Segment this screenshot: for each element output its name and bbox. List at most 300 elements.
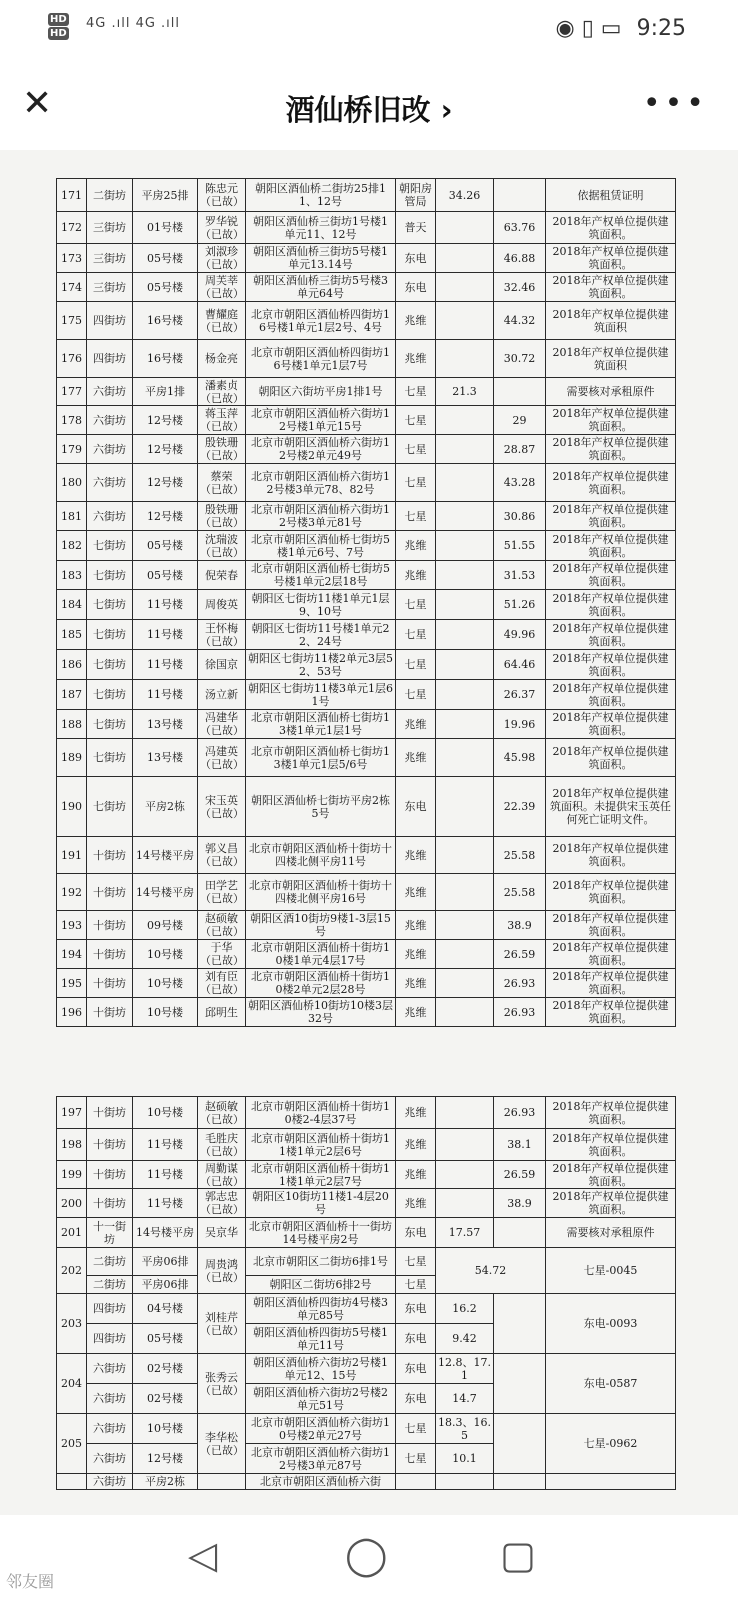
table-row [57,212,676,244]
table-cell: 七星 [396,1248,436,1276]
table-cell: 11号楼 [133,1129,198,1161]
table-cell: 需要核对承租原件 [546,378,676,406]
table-row [57,837,676,874]
more-icon[interactable]: ••• [642,86,708,121]
table-cell [57,1474,87,1490]
table-cell: 196 [57,998,87,1027]
table-cell [436,502,494,531]
table-cell: 176 [57,340,87,378]
table-cell: 七星 [396,1276,436,1294]
table-row [57,1129,676,1161]
table-row [57,502,676,531]
table-cell: 191 [57,837,87,874]
table-cell: 七星 [396,620,436,650]
table-cell: 178 [57,406,87,435]
table-cell: 14号楼平房 [133,837,198,874]
table-cell [436,710,494,739]
table-cell [436,340,494,378]
table-cell: 北京市朝阳区酒仙桥六街 [246,1474,396,1490]
table-cell: 朝阳区二街坊6排2号 [246,1276,396,1294]
table-cell [436,531,494,561]
table-cell: 七街坊 [87,777,133,837]
sim-indicator: HD HD [50,14,67,39]
table-cell: 三街坊 [87,212,133,244]
table-cell: 02号楼 [133,1354,198,1384]
table-cell: 10号楼 [133,940,198,969]
table-cell: 192 [57,874,87,911]
table-cell: 38.9 [494,911,546,940]
table-row [57,340,676,378]
table-cell [436,302,494,340]
table-cell: 2018年产权单位提供建筑面积。 [546,837,676,874]
table-cell: 北京市朝阳区酒仙桥七街坊5号楼1单元2层18号 [246,561,396,590]
table-cell: 38.1 [494,1129,546,1161]
table-cell: 2018年产权单位提供建筑面积。 [546,561,676,590]
table-cell: 10号楼 [133,998,198,1027]
table-cell: 田学艺（已故） [198,874,246,911]
table-cell: 二街坊 [87,179,133,212]
table-cell: 兆维 [396,1129,436,1161]
table-cell: 六街坊 [87,1414,133,1444]
table-cell: 七街坊 [87,650,133,680]
table-row [57,378,676,406]
table-row [57,710,676,739]
table-cell: 七星-0045 [546,1248,676,1294]
table-cell: 周勤谋（已故） [198,1161,246,1189]
table-cell: 兆维 [396,710,436,739]
table-cell: 七星 [396,464,436,502]
table-cell: 依据租赁证明 [546,179,676,212]
data-table-1 [56,178,676,1027]
table-cell: 七星 [396,435,436,464]
table-cell: 赵硕敏（已故） [198,1097,246,1129]
table-cell: 12号楼 [133,1444,198,1474]
table-cell: 北京市朝阳区酒仙桥四街坊16号楼1单元1层7号 [246,340,396,378]
table-cell: 2018年产权单位提供建筑面积。 [546,874,676,911]
table-cell: 普天 [396,212,436,244]
table-cell [436,1161,494,1189]
table-cell: 三街坊 [87,244,133,273]
table-cell: 13号楼 [133,739,198,777]
table-cell: 14号楼平房 [133,874,198,911]
table-cell: 30.72 [494,340,546,378]
table-cell [436,273,494,302]
table-cell: 七街坊 [87,710,133,739]
table-cell: 11号楼 [133,590,198,620]
table-cell: 北京市朝阳区酒仙桥七街坊5楼1单元6号、7号 [246,531,396,561]
table-cell: 198 [57,1129,87,1161]
table-cell: 16号楼 [133,302,198,340]
table-cell: 六街坊 [87,378,133,406]
table-cell: 郭志忠（已故） [198,1189,246,1218]
table-cell: 38.9 [494,1189,546,1218]
table-cell: 2018年产权单位提供建筑面积。 [546,940,676,969]
table-cell: 12号楼 [133,406,198,435]
table-cell: 197 [57,1097,87,1129]
table-cell: 05号楼 [133,273,198,302]
table-cell: 东电 [396,1294,436,1324]
table-cell: 兆维 [396,1189,436,1218]
table-cell: 189 [57,739,87,777]
table-cell: 193 [57,911,87,940]
table-cell: 2018年产权单位提供建筑面积。 [546,1097,676,1129]
table-cell: 七街坊 [87,531,133,561]
table-row [57,911,676,940]
table-cell: 2018年产权单位提供建筑面积。 [546,406,676,435]
table-cell: 潘素贞（已故） [198,378,246,406]
table-cell: 190 [57,777,87,837]
table-cell: 陈忠元（已故） [198,179,246,212]
table-cell: 六街坊 [87,1354,133,1384]
table-cell: 11号楼 [133,650,198,680]
table-cell: 六街坊 [87,435,133,464]
table-cell: 七街坊 [87,739,133,777]
table-cell: 49.96 [494,620,546,650]
table-cell: 2018年产权单位提供建筑面积。 [546,590,676,620]
table-cell: 17.57 [436,1218,494,1248]
table-cell: 毛胜庆（已故） [198,1129,246,1161]
table-row [57,650,676,680]
table-cell: 26.37 [494,680,546,710]
table-cell [436,561,494,590]
table-cell: 25.58 [494,874,546,911]
table-cell: 180 [57,464,87,502]
table-cell: 11号楼 [133,620,198,650]
table-cell: 172 [57,212,87,244]
table-cell: 北京市朝阳区酒仙桥十街坊10楼1单元4层17号 [246,940,396,969]
table-cell [436,1097,494,1129]
table-cell: 2018年产权单位提供建筑面积。 [546,1129,676,1161]
table-cell: 李华松（已故） [198,1414,246,1474]
table-cell: 205 [57,1414,87,1474]
table-cell: 北京市朝阳区酒仙桥七街坊13楼1单元1层5/6号 [246,739,396,777]
table-cell: 10号楼 [133,1097,198,1129]
table-cell: 七星 [396,406,436,435]
table-cell: 16号楼 [133,340,198,378]
table-cell: 六街坊 [87,406,133,435]
table-cell: 三街坊 [87,273,133,302]
table-cell: 七街坊 [87,620,133,650]
table-cell: 朝阳区酒仙桥六街坊2号楼2单元51号 [246,1384,396,1414]
table-cell: 兆维 [396,969,436,998]
table-row [57,179,676,212]
table-cell: 七星 [396,378,436,406]
table-cell: 2018年产权单位提供建筑面积。 [546,620,676,650]
table-cell: 七街坊 [87,561,133,590]
table-cell: 185 [57,620,87,650]
table-cell: 64.46 [494,650,546,680]
table-row [57,435,676,464]
table-cell: 184 [57,590,87,620]
table-cell: 朝阳区酒仙桥三街坊5号楼1单元13.14号 [246,244,396,273]
table-cell: 05号楼 [133,244,198,273]
table-cell: 东电 [396,1324,436,1354]
table-cell: 殷铁珊（已故） [198,435,246,464]
table-cell: 兆维 [396,998,436,1027]
table-cell: 东电 [396,244,436,273]
table-cell: 十一街坊 [87,1218,133,1248]
table-cell [494,1414,546,1474]
table-cell [436,739,494,777]
status-icons: ◉ ▯ ▭ [555,16,622,41]
table-cell: 2018年产权单位提供建筑面积。 [546,969,676,998]
close-icon[interactable]: ✕ [22,83,53,124]
table-cell: 26.93 [494,969,546,998]
table-cell: 32.46 [494,273,546,302]
table-cell: 北京市朝阳区酒仙桥六街坊10号楼2单元27号 [246,1414,396,1444]
table-cell: 七星 [396,1444,436,1474]
table-cell: 于华（已故） [198,940,246,969]
table-cell: 六街坊 [87,502,133,531]
table-cell: 殷铁珊（已故） [198,502,246,531]
table-cell: 46.88 [494,244,546,273]
table-cell: 181 [57,502,87,531]
table-cell: 兆维 [396,911,436,940]
table-cell: 朝阳区七街坊11楼1单元1层9、10号 [246,590,396,620]
table-cell: 朝阳区七街坊11楼3单元1层61号 [246,680,396,710]
watermark: 邻友圈 [6,1572,55,1591]
table-cell: 兆维 [396,874,436,911]
home-icon[interactable]: ◯ [345,1533,388,1577]
table-cell: 2018年产权单位提供建筑面积 [546,340,676,378]
table-row [57,561,676,590]
table-row [57,1097,676,1129]
page-title[interactable]: 酒仙桥旧改 › [285,93,453,127]
table-row [57,1248,676,1276]
table-cell: 蒋玉萍（已故） [198,406,246,435]
table-cell: 179 [57,435,87,464]
table-cell: 北京市朝阳区二街坊6排1号 [246,1248,396,1276]
table-row [57,302,676,340]
table-cell: 01号楼 [133,212,198,244]
table-cell [436,969,494,998]
table-cell: 173 [57,244,87,273]
table-cell [198,1474,246,1490]
table-cell: 2018年产权单位提供建筑面积。 [546,464,676,502]
table-cell: 2018年产权单位提供建筑面积。 [546,273,676,302]
table-cell: 四街坊 [87,302,133,340]
table-cell: 刘有臣（已故） [198,969,246,998]
table-cell: 朝阳区酒仙桥六街坊2号楼1单元12、15号 [246,1354,396,1384]
table-cell: 六街坊 [87,1444,133,1474]
table-cell [436,874,494,911]
table-cell: 北京市朝阳区酒仙桥十街坊十四楼北侧平房11号 [246,837,396,874]
table-cell [494,1474,546,1490]
table-cell: 吴京华 [198,1218,246,1248]
table-cell: 朝阳区酒仙桥二街坊25排11、12号 [246,179,396,212]
table-cell: 七街坊 [87,680,133,710]
table-cell: 09号楼 [133,911,198,940]
table-cell: 七星 [396,590,436,620]
table-cell: 175 [57,302,87,340]
table-cell: 七星 [396,502,436,531]
table-cell: 曹耀庭（已故） [198,302,246,340]
table-row [57,680,676,710]
table-cell: 北京市朝阳区酒仙桥十街坊10楼2单元2层28号 [246,969,396,998]
table-cell: 26.93 [494,1097,546,1129]
table-cell: 21.3 [436,378,494,406]
table-cell: 赵硕敏（已故） [198,911,246,940]
table-cell: 平房06排 [133,1248,198,1276]
table-cell [436,837,494,874]
table-cell [436,777,494,837]
table-cell [436,911,494,940]
table-row [57,1414,676,1444]
table-cell: 蔡荣（已故） [198,464,246,502]
table-cell: 2018年产权单位提供建筑面积。 [546,531,676,561]
table-cell: 四街坊 [87,1324,133,1354]
table-cell: 2018年产权单位提供建筑面积。 [546,244,676,273]
table-cell: 汤立新 [198,680,246,710]
table-cell [436,212,494,244]
table-cell: 十街坊 [87,969,133,998]
table-cell: 188 [57,710,87,739]
document-image [0,150,738,1515]
table-cell [494,179,546,212]
table-cell: 北京市朝阳区酒仙桥十街坊11楼1单元2层6号 [246,1129,396,1161]
table-cell: 张秀云（已故） [198,1354,246,1414]
table-cell: 王怀梅（已故） [198,620,246,650]
table-cell [436,650,494,680]
table-cell: 10号楼 [133,969,198,998]
table-cell: 14号楼平房 [133,1218,198,1248]
table-cell: 11号楼 [133,680,198,710]
table-cell: 六街坊 [87,1384,133,1414]
table-cell: 9.42 [436,1324,494,1354]
back-icon[interactable]: ◁ [188,1533,218,1577]
table-cell: 194 [57,940,87,969]
table-cell: 北京市朝阳区酒仙桥六街坊12号楼1单元15号 [246,406,396,435]
table-cell: 16.2 [436,1294,494,1324]
table-cell [436,998,494,1027]
table-cell [494,1218,546,1248]
table-cell: 12.8、17.1 [436,1354,494,1384]
table-cell: 十街坊 [87,1129,133,1161]
table-cell: 12号楼 [133,502,198,531]
table-cell: 2018年产权单位提供建筑面积。 [546,680,676,710]
table-cell: 兆维 [396,531,436,561]
table-cell: 26.59 [494,1161,546,1189]
table-cell: 朝阳区七街坊11楼2单元3层52、53号 [246,650,396,680]
table-cell: 26.59 [494,940,546,969]
table-cell: 罗华锐（已故） [198,212,246,244]
table-cell: 周贵鸿（已故） [198,1248,246,1294]
table-cell: 宋玉英（已故） [198,777,246,837]
table-cell: 六街坊 [87,464,133,502]
table-row [57,1294,676,1324]
table-cell: 兆维 [396,340,436,378]
table-cell: 平房06排 [133,1276,198,1294]
table-row [57,273,676,302]
table-cell: 51.55 [494,531,546,561]
table-cell: 186 [57,650,87,680]
table-cell [436,1189,494,1218]
table-cell: 34.26 [436,179,494,212]
table-cell [494,378,546,406]
table-row [57,739,676,777]
table-row [57,406,676,435]
table-cell: 44.32 [494,302,546,340]
table-row [57,998,676,1027]
table-cell: 兆维 [396,1161,436,1189]
table-cell [436,940,494,969]
recent-apps-icon[interactable]: ▢ [500,1533,536,1577]
table-cell: 北京市朝阳区酒仙桥四街坊16号楼1单元1层2号、4号 [246,302,396,340]
table-cell [436,244,494,273]
table-row [57,620,676,650]
table-cell: 05号楼 [133,561,198,590]
table-cell: 2018年产权单位提供建筑面积。 [546,502,676,531]
table-cell: 七星 [396,1414,436,1444]
table-cell: 徐国京 [198,650,246,680]
table-cell: 2018年产权单位提供建筑面积。 [546,1189,676,1218]
table-cell: 邱明生 [198,998,246,1027]
table-cell: 朝阳区六街坊平房1排1号 [246,378,396,406]
table-cell: 七星-0962 [546,1414,676,1474]
table-cell: 195 [57,969,87,998]
table-cell: 东电 [396,273,436,302]
table-cell: 200 [57,1189,87,1218]
system-nav-bar [0,1515,738,1600]
table-cell: 2018年产权单位提供建筑面积 [546,302,676,340]
table-cell: 十街坊 [87,837,133,874]
table-cell: 2018年产权单位提供建筑面积。 [546,710,676,739]
table-cell: 东电 [396,1384,436,1414]
table-cell: 东电-0093 [546,1294,676,1354]
table-cell: 29 [494,406,546,435]
table-cell: 26.93 [494,998,546,1027]
table-cell: 二街坊 [87,1276,133,1294]
table-cell: 171 [57,179,87,212]
table-cell [546,1474,676,1490]
table-cell: 2018年产权单位提供建筑面积。 [546,911,676,940]
table-cell: 东电 [396,1218,436,1248]
table-cell: 北京市朝阳区酒仙桥十街坊11楼1单元2层7号 [246,1161,396,1189]
table-cell: 182 [57,531,87,561]
table-cell: 2018年产权单位提供建筑面积。 [546,739,676,777]
table-row [57,940,676,969]
table-cell: 七街坊 [87,590,133,620]
table-cell: 18.3、16.5 [436,1414,494,1444]
table-cell: 2018年产权单位提供建筑面积。 [546,435,676,464]
table-cell: 北京市朝阳区酒仙桥六街坊12号楼3单元78、82号 [246,464,396,502]
table-cell: 2018年产权单位提供建筑面积。 [546,212,676,244]
table-cell: 12号楼 [133,435,198,464]
table-row [57,969,676,998]
table-cell: 北京市朝阳区酒仙桥十街坊十四楼北侧平房16号 [246,874,396,911]
table-cell: 31.53 [494,561,546,590]
table-cell: 兆维 [396,302,436,340]
table-cell: 2018年产权单位提供建筑面积。 [546,1161,676,1189]
table-cell: 朝阳区酒仙桥三街坊1号楼1单元11、12号 [246,212,396,244]
table-cell: 郭义昌（已故） [198,837,246,874]
table-cell: 六街坊 [87,1474,133,1490]
table-cell: 54.72 [436,1248,546,1294]
table-cell: 朝阳区酒仙桥七街坊平房2栋5号 [246,777,396,837]
table-cell [436,435,494,464]
data-table-2 [56,1096,676,1490]
table-cell: 22.39 [494,777,546,837]
table-cell: 兆维 [396,739,436,777]
table-cell: 七星 [396,680,436,710]
table-cell: 187 [57,680,87,710]
table-cell: 杨金亮 [198,340,246,378]
table-cell: 四街坊 [87,340,133,378]
app-header [0,62,738,151]
table-cell: 周俊英 [198,590,246,620]
table-cell: 02号楼 [133,1384,198,1414]
table-cell [436,620,494,650]
